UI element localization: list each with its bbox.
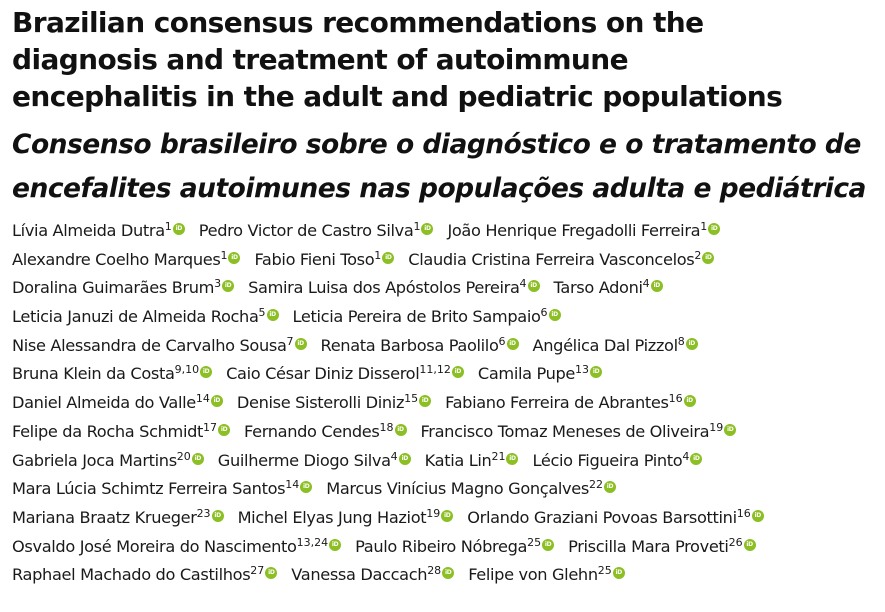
orcid-icon[interactable]: iD xyxy=(590,366,602,378)
affiliation-number: 1 xyxy=(374,248,382,262)
affiliation-number: 22 xyxy=(588,478,603,492)
affiliation-number: 5 xyxy=(258,306,266,320)
english-title-line: diagnosis and treatment of autoimmune xyxy=(12,43,628,76)
author xyxy=(244,418,406,447)
author-name: Fernando Cendes xyxy=(244,421,380,441)
author xyxy=(293,303,561,332)
author-name: João Henrique Fregadolli Ferreira xyxy=(447,221,701,240)
orcid-icon[interactable]: iD xyxy=(442,567,454,579)
author-name: Gabriela Joca Martins xyxy=(12,450,177,470)
author-name: Raphael Machado do Castilhos xyxy=(12,565,251,585)
author-name: Camila Pupe xyxy=(477,364,576,384)
author xyxy=(408,246,714,275)
affiliation-number: 20 xyxy=(176,449,191,463)
orcid-icon[interactable]: iD xyxy=(295,338,307,350)
author-name: Priscilla Mara Proveti xyxy=(568,536,729,556)
orcid-icon[interactable]: iD xyxy=(421,223,433,235)
affiliation-number: 13,24 xyxy=(296,535,329,549)
author xyxy=(478,360,602,389)
portuguese-title-line: Consenso brasileiro sobre o diagnóstico e o tratamento de xyxy=(12,129,861,160)
affiliation-number: 19 xyxy=(426,506,441,520)
author-name: Guilherme Diogo Silva xyxy=(217,450,391,470)
author-name: Tarso Adoni xyxy=(553,278,643,298)
affiliation-number: 1 xyxy=(700,220,708,233)
author xyxy=(12,217,185,246)
affiliation-number: 4 xyxy=(642,277,650,291)
author-list xyxy=(12,217,882,590)
affiliation-number: 28 xyxy=(427,564,442,578)
author-line xyxy=(12,447,882,476)
orcid-icon[interactable]: iD xyxy=(419,395,431,407)
author-line xyxy=(12,360,882,389)
orcid-icon[interactable]: iD xyxy=(507,338,519,350)
orcid-icon[interactable]: iD xyxy=(702,252,714,264)
affiliation-number: 14 xyxy=(285,478,300,492)
orcid-icon[interactable]: iD xyxy=(173,223,185,235)
orcid-icon[interactable]: iD xyxy=(651,280,663,292)
affiliation-number: 8 xyxy=(677,334,685,348)
author xyxy=(468,561,625,590)
orcid-icon[interactable]: iD xyxy=(744,539,756,551)
affiliation-number: 11,12 xyxy=(419,363,451,377)
author-line xyxy=(12,504,882,533)
author xyxy=(238,504,454,533)
affiliation-number: 1 xyxy=(164,220,172,233)
author-name: Mara Lúcia Schimtz Ferreira Santos xyxy=(12,479,286,499)
author-line xyxy=(12,475,882,504)
english-title xyxy=(12,4,882,115)
author xyxy=(12,418,230,447)
orcid-icon[interactable]: iD xyxy=(752,510,764,522)
affiliation-number: 21 xyxy=(491,449,506,463)
author xyxy=(321,332,519,361)
orcid-icon[interactable]: iD xyxy=(542,539,554,551)
author-name: Orlando Graziani Povoas Barsottini xyxy=(467,507,737,527)
author xyxy=(12,332,307,361)
article-header xyxy=(12,4,882,590)
orcid-icon[interactable]: iD xyxy=(506,453,518,465)
orcid-icon[interactable]: iD xyxy=(452,366,464,378)
author xyxy=(12,504,224,533)
author-name: Nise Alessandra de Carvalho Sousa xyxy=(12,335,287,355)
orcid-icon[interactable]: iD xyxy=(300,481,312,493)
author xyxy=(226,360,464,389)
affiliation-number: 16 xyxy=(668,392,683,406)
affiliation-number: 1 xyxy=(220,248,228,262)
author xyxy=(218,447,411,476)
author xyxy=(12,447,204,476)
author xyxy=(248,274,539,303)
affiliation-number: 13 xyxy=(575,363,590,377)
author-name: Michel Elyas Jung Haziot xyxy=(237,507,427,527)
affiliation-number: 19 xyxy=(709,420,724,434)
author xyxy=(12,246,240,275)
author-name: Pedro Victor de Castro Silva xyxy=(198,221,414,240)
affiliation-number: 25 xyxy=(597,564,612,578)
affiliation-number: 23 xyxy=(196,506,211,520)
affiliation-number: 9,10 xyxy=(174,363,200,377)
author-name: Lívia Almeida Dutra xyxy=(12,221,165,240)
author-line xyxy=(12,217,882,246)
author-name: Samira Luisa dos Apóstolos Pereira xyxy=(248,278,520,298)
orcid-icon[interactable]: iD xyxy=(528,280,540,292)
orcid-icon[interactable]: iD xyxy=(549,309,561,321)
affiliation-number: 25 xyxy=(527,535,542,549)
author xyxy=(12,533,341,562)
affiliation-number: 14 xyxy=(195,392,210,406)
author-name: Renata Barbosa Paolilo xyxy=(320,335,499,355)
affiliation-number: 6 xyxy=(498,334,506,348)
author xyxy=(12,389,223,418)
author xyxy=(326,475,616,504)
author xyxy=(12,303,279,332)
affiliation-number: 4 xyxy=(390,449,398,463)
orcid-icon[interactable]: iD xyxy=(686,338,698,350)
affiliation-number: 18 xyxy=(379,420,394,434)
affiliation-number: 6 xyxy=(540,306,548,320)
orcid-icon[interactable]: iD xyxy=(613,567,625,579)
author-name: Mariana Braatz Krueger xyxy=(12,507,197,527)
affiliation-number: 17 xyxy=(203,420,218,434)
author-name: Daniel Almeida do Valle xyxy=(12,393,196,413)
orcid-icon[interactable]: iD xyxy=(212,510,224,522)
english-title-line: Brazilian consensus recommendations on the xyxy=(12,6,704,39)
orcid-icon[interactable]: iD xyxy=(604,481,616,493)
affiliation-number: 4 xyxy=(519,277,527,291)
author-name: Leticia Januzi de Almeida Rocha xyxy=(12,307,259,327)
orcid-icon[interactable]: iD xyxy=(192,453,204,465)
orcid-icon[interactable]: iD xyxy=(708,223,720,235)
author-name: Lécio Figueira Pinto xyxy=(532,450,683,470)
author xyxy=(554,274,663,303)
affiliation-number: 2 xyxy=(694,248,702,262)
author xyxy=(447,217,720,246)
author-name: Felipe da Rocha Schmidt xyxy=(12,421,204,441)
affiliation-number: 3 xyxy=(214,277,222,291)
author xyxy=(199,217,434,246)
orcid-icon[interactable]: iD xyxy=(211,395,223,407)
orcid-icon[interactable]: iD xyxy=(399,453,411,465)
author-name: Denise Sisterolli Diniz xyxy=(236,393,405,413)
orcid-icon[interactable]: iD xyxy=(329,539,341,551)
author xyxy=(12,475,312,504)
author-line xyxy=(12,389,882,418)
author-name: Doralina Guimarães Brum xyxy=(12,278,215,298)
author-line xyxy=(12,303,882,332)
author-name: Vanessa Daccach xyxy=(291,565,428,585)
author xyxy=(12,360,212,389)
orcid-icon[interactable]: iD xyxy=(200,366,212,378)
orcid-icon[interactable]: iD xyxy=(228,252,240,264)
orcid-icon[interactable]: iD xyxy=(265,567,277,579)
author-name: Katia Lin xyxy=(424,450,492,470)
author xyxy=(568,533,756,562)
author xyxy=(533,332,698,361)
author xyxy=(12,274,234,303)
author xyxy=(254,246,394,275)
orcid-icon[interactable]: iD xyxy=(218,424,230,436)
orcid-icon[interactable]: iD xyxy=(395,424,407,436)
author-name: Francisco Tomaz Meneses de Oliveira xyxy=(420,421,710,441)
english-title-line: encephalitis in the adult and pediatric populations xyxy=(12,80,783,113)
affiliation-number: 27 xyxy=(250,564,265,578)
author-name: Fabiano Ferreira de Abrantes xyxy=(445,393,669,413)
author xyxy=(467,504,763,533)
author xyxy=(532,447,702,476)
author-name: Marcus Vinícius Magno Gonçalves xyxy=(326,479,589,499)
author-line xyxy=(12,533,882,562)
author xyxy=(421,418,737,447)
orcid-icon[interactable]: iD xyxy=(724,424,736,436)
author-name: Caio César Diniz Disserol xyxy=(226,364,420,384)
author-name: Felipe von Glehn xyxy=(468,565,598,585)
affiliation-number: 26 xyxy=(728,535,743,549)
affiliation-number: 1 xyxy=(413,220,421,233)
author-line xyxy=(12,246,882,275)
author-name: Angélica Dal Pizzol xyxy=(532,335,678,355)
author-name: Claudia Cristina Ferreira Vasconcelos xyxy=(408,249,695,269)
author xyxy=(445,389,695,418)
affiliation-number: 15 xyxy=(404,392,419,406)
author xyxy=(291,561,454,590)
author-line xyxy=(12,274,882,303)
author-name: Alexandre Coelho Marques xyxy=(12,249,221,269)
author-name: Osvaldo José Moreira do Nascimento xyxy=(12,536,297,556)
orcid-icon[interactable]: iD xyxy=(684,395,696,407)
author xyxy=(12,561,277,590)
author xyxy=(355,533,554,562)
portuguese-title-line: encefalites autoimunes nas populações adulta e pediátrica xyxy=(12,173,866,204)
orcid-icon[interactable]: iD xyxy=(382,252,394,264)
author-name: Fabio Fieni Toso xyxy=(254,249,375,269)
affiliation-number: 4 xyxy=(682,449,690,463)
affiliation-number: 16 xyxy=(736,506,751,520)
author xyxy=(237,389,431,418)
orcid-icon[interactable]: iD xyxy=(441,510,453,522)
author-name: Leticia Pereira de Brito Sampaio xyxy=(292,307,541,327)
author-line xyxy=(12,561,882,590)
author-name: Bruna Klein da Costa xyxy=(12,364,175,384)
affiliation-number: 7 xyxy=(286,334,294,348)
orcid-icon[interactable]: iD xyxy=(267,309,279,321)
portuguese-title xyxy=(12,123,882,211)
author-line xyxy=(12,418,882,447)
author xyxy=(425,447,519,476)
orcid-icon[interactable]: iD xyxy=(222,280,234,292)
orcid-icon[interactable]: iD xyxy=(690,453,702,465)
author-line xyxy=(12,332,882,361)
author-name: Paulo Ribeiro Nóbrega xyxy=(355,536,528,556)
